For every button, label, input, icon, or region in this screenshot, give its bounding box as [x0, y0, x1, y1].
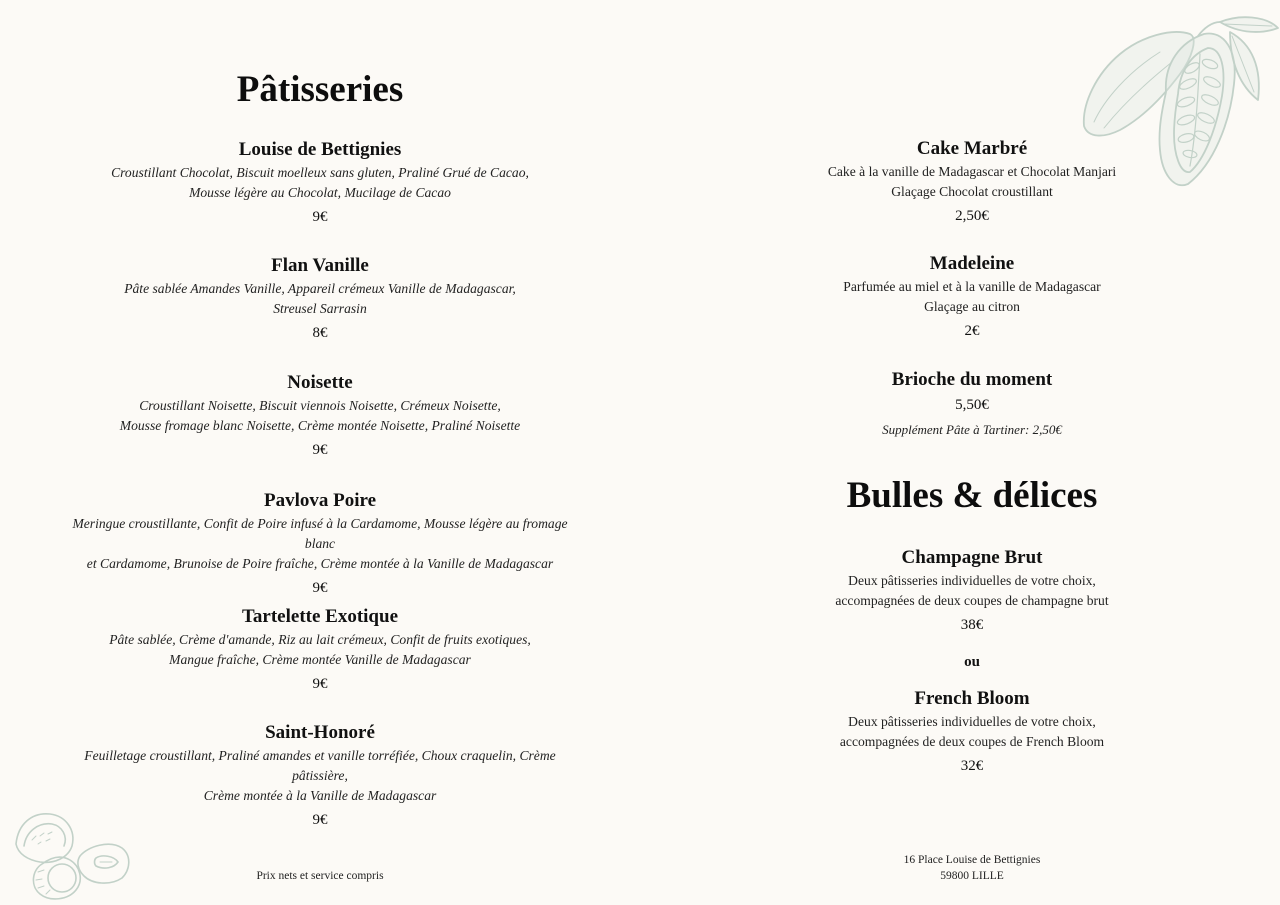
item-price: 9€ — [312, 676, 328, 692]
item-name: Flan Vanille — [271, 255, 369, 276]
item-description-line: Deux pâtisseries individuelles de votre choix, — [848, 714, 1096, 729]
item-description-line: Mousse légère au Chocolat, Mucilage de Cacao — [189, 185, 451, 200]
item-description-line: Mangue fraîche, Crème montée Vanille de Madagascar — [169, 652, 471, 667]
menu-item-saint-honore — [60, 722, 580, 830]
menu-item-flan-vanille — [60, 255, 580, 343]
item-description-line: Pâte sablée Amandes Vanille, Appareil crémeux Vanille de Madagascar, — [124, 281, 516, 296]
item-price: 8€ — [312, 325, 328, 341]
prices-footer-note: Prix nets et service compris — [256, 870, 384, 882]
item-name: Pavlova Poire — [263, 490, 377, 511]
item-name: Noisette — [287, 372, 353, 393]
item-description-line: Glaçage Chocolat croustillant — [891, 184, 1053, 199]
item-description-line: Meringue croustillante, Confit de Poire infusé à la Cardamome, Mousse légère au fromage blanc — [72, 516, 568, 551]
item-price: 9€ — [312, 442, 328, 458]
menu-item-noisette — [60, 372, 580, 460]
item-price: 9€ — [312, 812, 328, 828]
menu-item-cake-marbre — [792, 138, 1152, 226]
item-description-line: et Cardamome, Brunoise de Poire fraîche, Crème montée à la Vanille de Madagascar — [86, 556, 554, 571]
patisseries-list — [60, 0, 580, 905]
section-title-patisseries: Pâtisseries — [236, 69, 404, 110]
address-city: 59800 LILLE — [940, 870, 1004, 882]
menu-item-french-bloom — [792, 688, 1152, 776]
menu-item-brioche-du-moment — [792, 369, 1152, 439]
item-name: Saint-Honoré — [265, 722, 375, 743]
menu-item-tartelette-exotique — [60, 606, 580, 694]
item-name: Champagne Brut — [901, 547, 1043, 568]
item-description-line: Cake à la vanille de Madagascar et Chocolat Manjari — [827, 164, 1117, 179]
item-description-line: Mousse fromage blanc Noisette, Crème montée Noisette, Praliné Noisette — [119, 418, 521, 433]
item-description-line: Feuilletage croustillant, Praliné amandes et vanille torréfiée, Choux craquelin, Crème pâtissière, — [84, 748, 556, 783]
item-name: Brioche du moment — [891, 369, 1053, 390]
item-description-line: Glaçage au citron — [924, 299, 1020, 314]
address-block — [832, 852, 1112, 884]
item-price: 32€ — [960, 758, 984, 774]
item-price: 38€ — [960, 617, 984, 633]
item-supplement-note: Supplément Pâte à Tartiner: 2,50€ — [882, 422, 1062, 437]
item-description-line: Croustillant Noisette, Biscuit viennois Noisette, Crémeux Noisette, — [139, 398, 501, 413]
item-price: 5,50€ — [955, 397, 989, 413]
item-description-line: accompagnées de deux coupes de French Bloom — [839, 734, 1105, 749]
item-description-line: Crème montée à la Vanille de Madagascar — [203, 788, 437, 803]
item-price: 2€ — [964, 323, 980, 339]
address-street: 16 Place Louise de Bettignies — [903, 854, 1041, 866]
item-description-line: Pâte sablée, Crème d'amande, Riz au lait crémeux, Confit de fruits exotiques, — [109, 632, 531, 647]
menu-item-louise-de-bettignies — [60, 139, 580, 227]
item-price: 2,50€ — [955, 208, 989, 224]
item-description-line: Deux pâtisseries individuelles de votre choix, — [848, 573, 1096, 588]
menu-item-champagne-brut — [792, 547, 1152, 635]
item-price: 9€ — [312, 209, 328, 225]
item-description-line: Streusel Sarrasin — [273, 301, 367, 316]
item-name: Madeleine — [929, 253, 1015, 274]
menu-item-pavlova-poire — [60, 490, 580, 598]
item-description-line: Croustillant Chocolat, Biscuit moelleux sans gluten, Praliné Grué de Cacao, — [111, 165, 529, 180]
item-name: Tartelette Exotique — [241, 606, 399, 627]
menu-item-madeleine — [792, 253, 1152, 341]
item-description-line: accompagnées de deux coupes de champagne brut — [835, 593, 1109, 608]
section-title-bulles-et-delices: Bulles & délices — [846, 475, 1098, 516]
item-name: French Bloom — [914, 688, 1030, 709]
item-price: 9€ — [312, 580, 328, 596]
right-page — [640, 0, 1280, 905]
item-name: Louise de Bettignies — [238, 139, 402, 160]
item-description-line: Parfumée au miel et à la vanille de Madagascar — [843, 279, 1101, 294]
hazelnut-illustration-icon — [10, 806, 135, 902]
or-separator: ou — [964, 654, 980, 670]
viennoiseries-list — [792, 0, 1152, 905]
item-name: Cake Marbré — [916, 138, 1028, 159]
